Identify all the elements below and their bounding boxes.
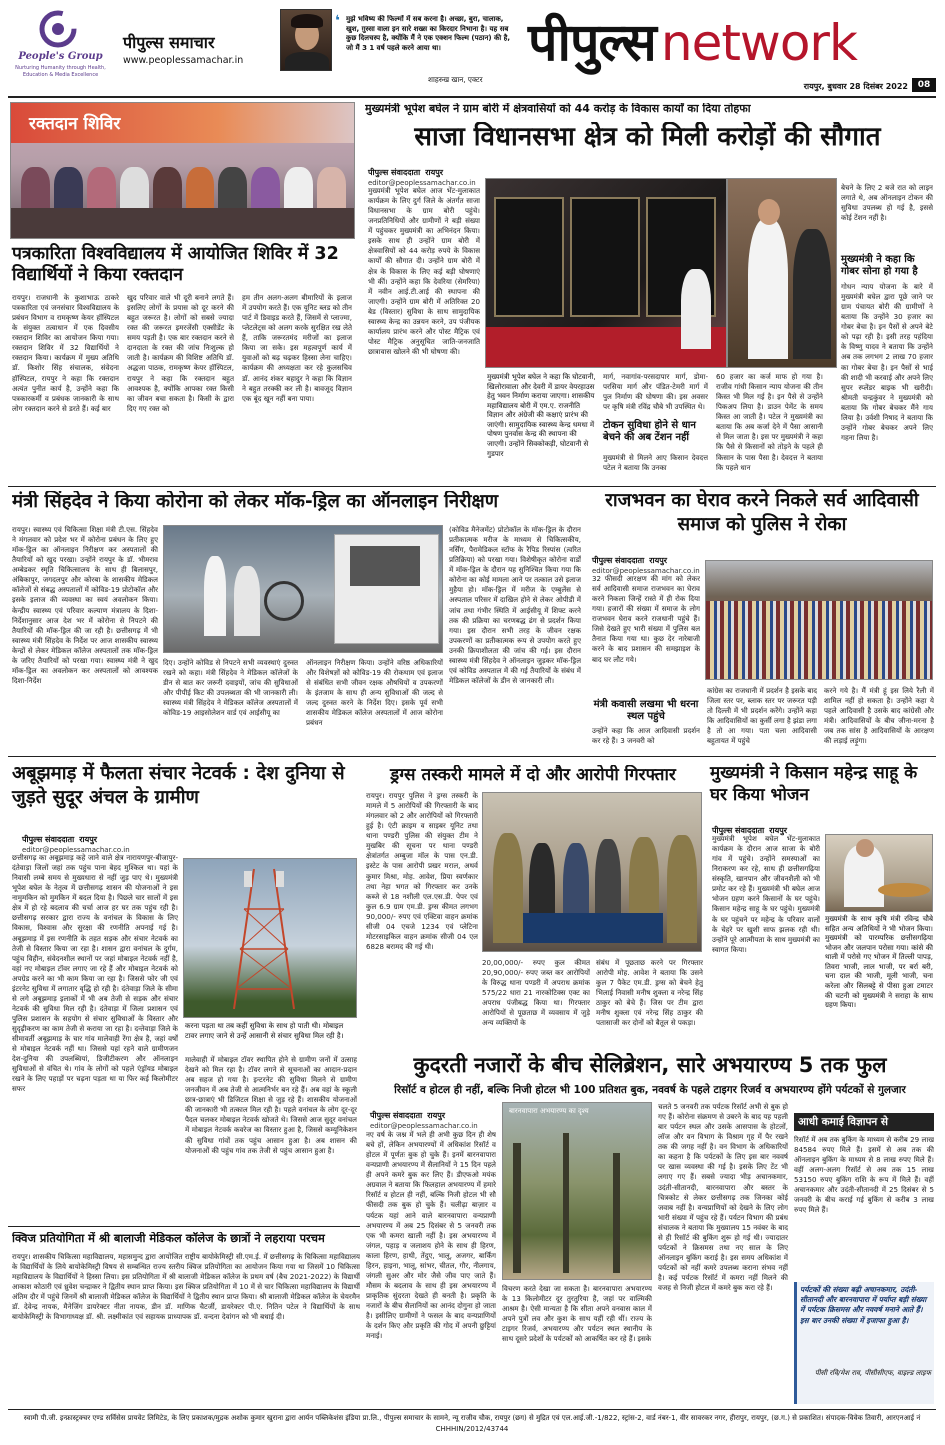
saja-col-5-top: बेचने के लिए 2 बजे रात को लाइन लगाते थे, अब ऑनलाइन टोकन की सुविधा उपलब्ध हो गई है, इससे कोई टेंशन नहीं है। <box>841 183 933 223</box>
drugs-col-3: संबंध में पूछताछ करने पर गिरफ्तार आरोपी मोह. आवेश ने बताया कि उसने कुल 7 पैकेट एम.डी. ड्रग्स को बेचने हेतु भिलाई निवासी मनीष शुक्ला व नरेन्द्र सिंह ठाकुर को बेचे हैं। जिस पर टीम द्वारा मनीष शुक्ला एवं नरेन्द्र सिंह ठाकुर की पतासाजी कर दोनों को बैतूल से पकड़ा। <box>596 958 703 1028</box>
saja-plaque-photo <box>485 178 727 368</box>
blood-camp-photo <box>10 102 355 239</box>
row1-rule <box>8 486 936 487</box>
quote-mark-icon: ❛ <box>335 13 340 29</box>
rajbhavan-photo <box>705 560 933 680</box>
cm-food-photo <box>825 834 933 912</box>
blood-col-2: खुद परिवार वाले भी दूरी बनाने लगते हैं। इसलिए लोगों के प्रयास को दूर करने की बहुत जरूरत है। लोगों को सबसे ज्यादा रक्त की जरूरत इमरजेंसी एक्सीडेंट के समय पड़ती है। एक बार रक्तदान करने से दानदाता के रक्त की जांच निःशुल्क हो जाती है। कार्यक्रम की विशिष्ट अतिथि डॉ. अद्धजा पाठक, रामकृष्ण केयर हॉस्पिटल, रायपुर ने कहा कि रक्तदान बहुत आवश्यक है, क्योंकि आपका रक्त किसी का जीवन बचा सकता है। किसी के द्वारा दिए गए रक्त को <box>127 293 234 413</box>
celebration-forest-photo <box>502 1102 652 1280</box>
paper-name-block <box>123 31 273 71</box>
celebration-quote-text: पर्यटकों की संख्या बढ़ी अचानकमार, उदंती-सीतानदी और बारनवापारा में पर्याप्त बड़ी संख्या में पर्यटक क्रिसमस और नववर्ष मनाने आते हैं। इस बार उनकी संख्या में इजाफा हुआ है। <box>800 1285 927 1325</box>
network-email[interactable]: editor@peoplessamachar.co.in <box>22 846 130 854</box>
drugs-headline: ड्रग्स तस्करी मामले में दो और आरोपी गिरफ्तार <box>390 765 676 785</box>
saja-col-5-bottom: गोधन न्याय योजना के बारे में मुख्यमंत्री बघेल द्वारा पूछे जाने पर ग्राम पंचायत बोरी की ग्रामीणों ने बताया कि उन्होंने 30 हजार का गोबर बेचा है। इन पैसों से अपने बेटे को पढ़ा रही है। इसी तरह पहंदिया के विष्णु यादव ने बताया कि उन्होंने अब तक लगभग 2 लाख 70 हजार का गोबर बेचा है। इन पैसों से भाई की शादी भी करवाई और अपने लिए सुपर स्प्लेंडर बाइक भी खरीदी। श्रीमती चन्द्रकुंवर ने मुख्यमंत्री को बताया कि गोबर बेचकर मैंने गाय लिया है। उर्वशी निषाद ने बताया कि उन्होंने गोबर बेचकर अपने लिए गहना लिया है। <box>841 282 933 442</box>
celebrity-name: शाहरुख खान, एक्टर <box>428 75 483 84</box>
paper-url[interactable]: www.peoplessamachar.in <box>123 55 244 66</box>
rajbhavan-col-1-bottom: उन्होंने कहा कि आज आदिवासी प्रदर्शन कर रहे हैं। 3 जनवरी को <box>592 726 700 746</box>
row2-rule <box>8 756 936 757</box>
footer-rule <box>8 1409 936 1410</box>
network-byline-name: पीपुल्स संवाददाता <box>22 835 75 844</box>
cm-food-byline-name: पीपुल्स संवाददाता <box>712 826 765 835</box>
celebration-col-1: नए वर्ष के जश्न में भले ही अभी कुछ दिन ही शेष बचे हों, लेकिन अभयारण्यों में अधिकांश रिसॉर्ट व होटल में पूर्णतः बुक हो चुके हैं। इनमें बारनवापारा वन्यप्राणी अभयारण्य में सैलानियों ने 15 दिन पहले ही अपने कमरे बुक कर लिए हैं। डीएफओ मयंक अग्रवाल ने बताया कि फिलहाल अभयारण्य में हमारे रिसॉर्ट व होटल ही नहीं, बल्कि निजी होटल भी सौ फीसदी तक बुक हो चुके हैं। चलीढ़ा बाज़ार व पर्यटक यहां आने वाले बारनवापारा वन्यप्राणी अभयारण्य में अब 25 दिसंबर से 5 जनवरी तक एक भी कमरा खाली नहीं है। इस अभयारण्य में जंगल, पहाड़ व जलाशय होने के साथ ही हिरण, काला हिरण, हाथी, तेंदुए, भालू, अजगर, बार्किंग हिरन, हाइना, भालू, सांभर, चीतल, गौर, नीलगाय, जंगली सुअर और मोर जैसे जीव पाए जाते हैं। मौसम के बदलाव के साथ ही इस अभयारण्य में प्राकृतिक सुंदरता देखते ही बनती है। प्रकृति के नजारों के बीच सैलानियों का आनंद दोगुना हो जाता है। इसीलिए ग्रामीणों ने फसल के बाद वन्यप्राणियों के दर्शन किए और प्रकृति की गोद में अपनी छुट्टियां मनाई। <box>366 1130 496 1341</box>
rajbhavan-headline: राजभवन का घेराव करने निकले सर्व आदिवासी समाज को पुलिस ने रोका <box>605 490 919 536</box>
brand-title <box>528 5 933 75</box>
masthead-rule <box>8 96 936 98</box>
drugs-police-photo <box>482 792 702 952</box>
brand-latin: network <box>660 14 857 72</box>
network-headline: अबूझमाड़ में फैलता संचार नेटवर्क : देश दुनिया से जुड़ते सुदूर अंचल के ग्रामीण <box>12 763 345 809</box>
brand-hindi: पीपुल्स <box>528 13 656 73</box>
quiz-rule <box>8 1226 360 1227</box>
drugs-col-2: 20,00,000/- रुपए कुल कीमत 20,90,000/- रुपए जब्त कर आरोपियों के विरुद्ध थाना पण्डरी में अपराध क्रमांक 575/22 धारा 21 नारकोटिक्स एक्ट का अपराध पंजीबद्ध किया था। गिरफ्तार आरोपियों से पूछताछ में व्यवसाय में जुड़े अन्य व्यक्तियों के <box>482 958 590 1028</box>
celebration-headline: कुदरती नजारों के बीच सेलिब्रेशन, सारे अभयारण्य 5 तक फुल <box>413 1053 887 1077</box>
blood-camp-banner: रक्तदान शिविर <box>29 114 121 134</box>
rajbhavan-email[interactable]: editor@peoplessamachar.co.in <box>592 567 700 575</box>
imprint-line: स्वामी पी.जी. इन्फ्रास्ट्रक्चर एण्ड सर्विसेस प्रायवेट लिमिटेड, के लिए प्रकाशक/मुद्रक अशोक कुमार खुराना द्वारा आर्यन पब्लिकेशंस इंडिया प्रा.लि., पीपुल्स समाचार के सामने, न्यू राजीव चौक, रायपुर (छग) से मुद्रित एवं एल.आई.जी.-1/822, स्ट्रांस-2, वार्ड नंबर-1, वीर सावरकर नगर, हीरापुर, रायपुर, (छ.ग.) से प्रकाशित। संपादक-विवेक तिवारी, आरएनआई नं CHHHIN/2012/43744 <box>23 1414 921 1433</box>
blood-col-1: रायपुर। राजधानी के कुशाभाऊ ठाकरे पत्रकारिता एवं जनसंचार विश्वविद्यालय के प्रबंधन विभाग व रामकृष्ण केयर हॉस्पिटल के संयुक्त तत्वाधान में एक दिवसीय रक्तदान शिविर का आयोजन किया गया। रक्तदान शिविर में 32 विद्यार्थियों ने रक्तदान किया। कार्यक्रम में मुख्य अतिथि डॉ. किशोर सिंह संचालक, संवेदना हॉस्पिटल, रायपुर ने कहा कि रक्तदान अत्यंत पुनीत कार्य है, उन्होंने कहा कि पत्रकारकर्मी व प्रबंधक जानकारी के साथ लोग रक्तदान करने से डरते हैं। कई बार <box>12 293 119 413</box>
saja-col-3-top: मार्ग, नवागांव-परसदापार मार्ग, डोमा-परसिया मार्ग और पंडित-टेमरी मार्ग में पुल निर्माण की घोषणा की। इस अवसर पर कृषि मंत्री रविंद्र चौबे भी उपस्थित थे। <box>603 372 708 412</box>
saja-byline-name: पीपुल्स संवाददाता <box>368 168 421 177</box>
cm-food-photo-caption: मुख्यमंत्री के साथ कृषि मंत्री रविन्द्र चौबे सहित अन्य अतिथियों ने भी भोजन किया। मुख्यमंत्री को पारम्परिक छत्तीसगढ़िया भोजन और जलपान परोसा गया। कांसे की थाली में परोसे गए भोजन में तिल्ली पापड़, तिवरा भाजी, लाल भाजी, पर बर्रा बरी, चना दाल की भाजी, मूली भाजी, चना करेला और सिलबट्टे से पीसा हुआ टमाटर की चटनी को मुख्यमंत्री ने सराहा के साथ ग्रहण किया। <box>825 914 933 1048</box>
masthead <box>8 5 938 93</box>
quiz-body: रायपुर। शासकीय चिकित्सा महाविद्यालय, महासमुन्द द्वारा आयोजित राष्ट्रीय बायोकेमिस्ट्री सी.एम.ई. में छत्तीसगढ़ के चिकित्सा महाविद्यालय के विद्यार्थियों के लिये बायोकेमिस्ट्री विषय से सम्बन्धित राज्य स्तरीय क्विज प्रतियोगिता का आयोजन किया गया था जिसमें 10 चिकित्सा महाविद्यालय के विद्यार्थियों ने हिस्सा लिया। इस प्रतियोगिता में श्री बालाजी मेडिकल कॉलेज के प्रथम वर्ष (बैच 2021-2022) के विद्यार्थी आकाश कोठारी एवं ध्रुवेश चन्द्राकर ने द्वितीय स्थान प्राप्त किया। इस क्विज प्रतियोगिता में 10 में से चार चिकित्सा महाविद्यालय के विद्यार्थी अंतिम दौर में पहुंचे जिनमें श्री बालाजी मेडिकल कॉलेज के विद्यार्थियों ने द्वितीय स्थान प्राप्त किया। श्री बालाजी मेडिकल कॉलेज के चेयरमैन डॉ. देवेन्द्र नायक, मैनेजिंग डायरेक्टर नीता नायक, डीन डॉ. माणिक चैटर्जी, डायरेक्टर पी.ए. नितिन पटेल ने विद्यार्थियों के साथ बायोकेमिस्ट्री के विभागाध्यक्ष डॉ. श्री. लक्ष्मीकांत एवं सहायक प्राध्यापक डॉ. वन्दना देवांगन को भी बधाई दी। <box>12 1252 360 1322</box>
celebration-email[interactable]: editor@peoplessamachar.co.in <box>370 1122 478 1130</box>
network-tower-photo <box>183 858 357 1018</box>
celebration-box <box>794 1113 934 1279</box>
mockdrill-headline: मंत्री सिंहदेव ने किया कोरोना को लेकर मॉक-ड्रिल का ऑनलाइन निरीक्षण <box>12 491 499 512</box>
quiz-headline: क्विज प्रतियोगिता में श्री बालाजी मेडिकल कॉलेज के छात्रों ने लहराया परचम <box>12 1232 325 1245</box>
mockdrill-col-2-bottom: दिए। उन्होंने कोविड से निपटने सभी व्यवस्थाएं दुरुस्त रखने को कहा। मंत्री सिंहदेव ने मेडिकल कॉलेजों के डीन से बात कर जरूरी दवाइयों, जांच की सुविधाओं और पीपीई किट की उपलब्धता की भी जानकारी ली। स्वास्थ्य मंत्री सिंहदेव ने मेडिकल कॉलेज अस्पतालों में कोविड-19 आइसोलेशन वार्ड एवं आईसीयू का <box>163 658 298 718</box>
rajbhavan-col-3-bottom: करने गये है। मैं मंत्री हूं इस लिये रैली में शामिल नहीं हो सकता है। उन्होंने कहा ये पहले आदिवासी है उसके बाद कांग्रेसी और मंत्री। आदिवासियों के बीच जीना-मरना है जब तक सांस है आदिवासियों के आरक्षण की लड़ाई लड़ूंगा। <box>824 686 934 746</box>
celebration-byline-city: रायपुर <box>427 1111 446 1120</box>
dateline: रायपुर, बुधवार 28 दिसंबर 2022 <box>803 82 908 91</box>
rajbhavan-byline-city: रायपुर <box>649 556 668 565</box>
celebration-byline <box>370 1103 520 1130</box>
celebration-quote-author: पीसी रवि/मेश राव, पीसीसीएफ, वाइल्ड लाइफ <box>814 1369 931 1377</box>
rajbhavan-col-2-bottom: कांग्रेस का राजधानी में प्रदर्शन है इसके बाद जिला स्तर पर, ब्लाक स्तर पर जरूरत पड़ी तो दिल्ली में भी प्रदर्शन करेंगे। उन्होंने कहा कि आदिवासियों का कुर्सी लगा है झंडा लगा है तो आ गया। पता चला आदिवासी बहुतायत में पहुंचे <box>707 686 817 746</box>
saja-kicker: मुख्यमंत्री भूपेश बघेल ने ग्राम बोरी में क्षेत्रवासियों को 44 करोड़ के विकास कार्यों का दिया तोहफा <box>365 103 751 115</box>
rajbhavan-byline-name: पीपुल्स संवाददाता <box>592 556 645 565</box>
blood-headline: पत्रकारिता विश्वविद्यालय में आयोजित शिविर में 32 विद्यार्थियों ने किया रक्तदान <box>12 244 339 285</box>
cm-food-byline-city: रायपुर <box>769 826 788 835</box>
saja-col-3-bottom: मुख्यमंत्री से मिलने आए किसान देवदत्त पटेल ने बताया कि उनका <box>603 453 708 473</box>
network-col-2-bottom: मालेवाही में मोबाइल टॉवर स्थापित होने से ग्रामीण जनों में उत्साह देखने को मिल रहा है। टॉवर लगने से सूचनाओं का आदान-प्रदान अब सहज हो गया है। इन्टरनेट की सुविधा मिलने से ग्रामीण जनजीवन में अब तेजी से आत्मनिर्भर बन रहे हैं। अब वहां के स्कूली छात्र-छात्राएं भी डिजिटल शिक्षा से जुड़ रहे हैं। शासकीय योजनाओं की जानकारी भी तत्काल मिल रही है। पहले वनांचल के लोग दूर-दूर पैदल चलकर मोबाइल नेटवर्क खोजते थे। जिससे आज सुदूर वनांचल में मोबाइल नेटवर्क कवरेज का विस्तार हुआ है, जिससे कम्यूनिकेशन की सुविधा गांवों तक पहुंच आसान हुआ है। अब शासन की योजनाओं की पहुंच गांव तक तेजी से पहुंच आसान हुआ है। <box>185 1055 357 1155</box>
tower-icon <box>184 859 357 1018</box>
celebration-byline-name: पीपुल्स संवाददाता <box>370 1111 423 1120</box>
paper-name: पीपुल्स समाचार <box>123 33 215 52</box>
celebrity-quote: मुझे भविष्य की फिल्मों में सब करना है। अच्छा, बुरा, चालाक, खुश, ग़ुस्सा वाला इन सारे शख्स का किरदार निभाना है। यह सब कुछ दिलचस्प है, क्योंकि मैं ने एक एक्शन फिल्म (पठान) की है, जो मैं 3 1 वर्ष पहले करने आया था। <box>346 15 510 52</box>
group-tagline: Nurturing Humanity through Health, Education & Media Excellence <box>15 65 106 78</box>
group-name: People's Group <box>18 51 103 62</box>
network-byline <box>22 827 172 854</box>
rajbhavan-sub: मंत्री कवासी लखमा भी धरना स्थल पहुंचे <box>593 699 699 722</box>
saja-byline <box>368 160 488 187</box>
network-photo-caption: करना पड़ता था तब कहीं सुविधा के साथ हो पाती थी। मोबाइल टावर लगाए जाने से उन्हें आसानी से संचार सुविधा मिल रही है। <box>185 1021 357 1053</box>
mockdrill-col-4: (कोविड मैनेजमेंट) प्रोटोकॉल के मॉक-ड्रिल के दौरान प्रतीकात्मक मरीज के माध्यम से चिकित्सकीय, नर्सिंग, पैरामेडिकल स्टॉफ के रैपिड रिस्पांस (त्वरित प्रतिक्रिया) को परखा गया। विशेषीकृत कोरोना वार्डों में मॉक-ड्रिल के दौरान यह सुनिश्चित किया गया कि कोरोना का कोई मामला आने पर तत्काल उसे इलाज मुहैया हो। मॉक-ड्रिल में मरीज के एम्बुलेंस से अस्पताल परिसर में दाखिल होने से लेकर ओपीडी में जांच तथा गंभीर स्थिति में आईसीयू में शिफ्ट करने तक की प्रक्रिया का चरणबद्ध ढंग से प्रदर्शन किया गया। इस दौरान सभी तरह के जीवन रक्षक उपकरणों का प्रतीकात्मक रूप से उपयोग करते हुए उनकी क्रियाशीलता की जांच की गई। इस दौरान स्वास्थ्य मंत्री सिंहदेव ने ऑनलाइन जुड़कर मॉक-ड्रिल एवं कोविड अस्पताल में की गई तैयारियों के संबंध में मेडिकल कॉलेजों के डीन से जानकारी ली। <box>449 525 581 685</box>
celebration-photo-label: बारनवापारा अभयारण्य का दृश्य <box>509 1107 589 1115</box>
saja-sub-1: टोकन सुविधा होने से धान बेचने की अब टेंशन नहीं <box>603 420 696 443</box>
saja-byline-city: रायपुर <box>425 168 444 177</box>
mockdrill-col-1: रायपुर। स्वास्थ्य एवं चिकित्सा शिक्षा मंत्री टी.एस. सिंहदेव ने मंगलवार को प्रदेश भर में कोरोना प्रबंधन के लिए हुए मॉक-ड्रिल का ऑनलाइन निरीक्षण कर अस्पतालों की तैयारियों को खुद परखा। उन्होंने रायपुर के डॉ. भीमराव अम्बेडकर स्मृति चिकित्सालय के साथ ही बिलासपुर, अंबिकापुर, जगदलपुर और कोरबा के शासकीय मेडिकल कॉलेजों से संबद्ध अस्पतालों में कोविड-19 प्रोटोकॉल और इसके इलाज की व्यवस्था का स्वयं अवलोकन किया। केन्द्रीय स्वास्थ्य एवं परिवार कल्याण मंत्रालय के दिशा-निर्देशानुसार आज देश भर में कोरोना से निपटने की तैयारियों की मॉक-ड्रिल की जा रही है। छत्तीसगढ़ में भी स्वास्थ्य मंत्री सिंहदेव के निर्देश पर आज शासकीय स्वास्थ्य केन्द्रों से लेकर मेडिकल कॉलेज अस्पतालों तक मॉक-ड्रिल के जरिए तैयारियों को परखा गया। स्वास्थ्य मंत्री ने खुद मॉक-ड्रिल का अवलोकन कर अस्पतालों को आवश्यक दिशा-निर्देश <box>12 525 158 685</box>
saja-sub-2: मुख्यमंत्री ने कहा कि गोबर सोना हो गया है <box>841 254 918 277</box>
saja-email[interactable]: editor@peoplessamachar.co.in <box>368 179 476 187</box>
celebration-subhead: रिसॉर्ट व होटल ही नहीं, बल्कि निजी होटल भी 100 प्रतिशत बुक, नववर्ष के पहले टाइगर रिजर्व व अभयारण्य होंगे पर्यटकों से गुलजार <box>394 1084 906 1096</box>
mockdrill-photo <box>163 525 443 653</box>
group-emblem-icon <box>38 9 78 49</box>
drugs-col-1: रायपुर। रायपुर पुलिस ने ड्रग्स तस्करी के मामले में 5 आरोपियों की गिरफ्तारी के बाद मंगलवार को 2 और आरोपियों को गिरफ्तारी हुई है। एंटी क्राइम व साइबर यूनिट तथा थाना पण्डरी पुलिस की संयुक्त टीम ने मुखबिर की सूचना पर थाना पण्डरी क्षेत्रांतर्गत अम्बुजा मॉल के पास एन.डी. इस्टेट के पास आरोपी प्रखर मराल, अथर्व कुमार मिश्रा, मोह. आवेश, प्रिया स्वर्णकार तथा नेहा भगत को गिरफ्तार कर उनके कब्जे से 18 नशीली एल.एस.डी. पेपर एवं कुल 6.9 ग्राम एम.डी. ड्रग्स कीमत लगभग 90,000/- रुपए एवं एक्टिवा वाहन क्रमांक सीजी 04 एचजे 1234 एवं प्लेटिना मोटरसाइकिल वाहन क्रमांक सीजी 04 एल 6828 बरामद की गई थी। <box>366 791 478 951</box>
mockdrill-col-3-bottom: ऑनलाइन निरीक्षण किया। उन्होंने वरिष्ठ अधिकारियों और विशेषज्ञों को कोविड-19 की रोकथाम एवं इलाज से संबंधित सभी जीवन रक्षक औषधियों व उपकरणों के इंतजाम के साथ ही अन्य सुविधाओं की जल्द से जल्द दुरुस्त करने के निर्देश दिए। इसके पूर्व सभी शासकीय मेडिकल कॉलेज अस्पतालों में आज कोरोना प्रबंधन <box>306 658 443 728</box>
cm-food-headline: मुख्यमंत्री ने किसान महेन्द्र साहू के घर किया भोजन <box>710 763 918 806</box>
saja-cm-photo <box>727 178 837 368</box>
celebrity-photo <box>280 9 332 71</box>
rajbhavan-col-1: 32 फीसदी आरक्षण की मांग को लेकर सर्व आदिवासी समाज राजभवन का घेराव करने निकला जिन्हें रास्ते में ही रोक दिया गया। हजारों की संख्या में समाज के लोग राजभवन घेराव करने राजधानी पहुंचे हैं। जिसे देखते हुए भारी संख्या में पुलिस बल तैनात किया गया था। कुछ देर नारेबाजी करने के बाद प्रशासन की समझाइश के बाद घर लौट गये। <box>592 574 700 664</box>
saja-col-1: मुख्यमंत्री भूपेश बघेल आज भेंट-मुलाकात कार्यक्रम के लिए दुर्ग जिले के अंतर्गत साजा विधानसभा के ग्राम बोरी पहुंचे। जनप्रतिनिधियों और ग्रामीणों ने बड़ी संख्या में पहुंचकर मुख्यमंत्री का अभिनंदन किया। इसके साथ ही उन्होंने ग्राम बोरी में क्षेत्रवासियों को 44 करोड़ रुपये के विकास कार्यों की सौगात दी। उन्होंने ग्राम बोरी में क्षेत्र के विकास के लिए कई बड़ी घोषणाएं भी कीं। उन्होंने कहा कि देवरिया (सेमरिया) में नवीन आई.टी.आई की स्थापना की जाएगी। उन्होंने ग्राम बोरी में अतिरिक्त 20 बेड (विस्तार) सुविधा के साथ सामुदायिक स्वास्थ्य केन्द्र का उन्नयन करने, उप पंजीयक कार्यालय प्रारंभ करने और पोस्ट मैट्रिक एवं पोस्ट मैट्रिक अनुसूचित जाति-जनजाति छात्रावास खोलने की भी घोषणा की। <box>368 186 480 356</box>
cm-food-col-1: मुख्यमंत्री भूपेश बघेल भेंट-मुलाकात कार्यक्रम के दौरान आज साजा के बोरी गांव में पहुंचे। उन्होंने समस्याओं का निराकरण कर रहे, साथ ही छत्तीसगढ़िया संस्कृति, खानपान और जीवनशैली को भी प्रमोट कर रहे हैं। मुख्यमंत्री भी बघेल आज भोजन ग्रहण करने किसानों के घर पहुंचे। किसान महेन्द्र साहू के घर पहुंचे। मुख्यमंत्री के घर पहुंचने पर महेन्द्र के परिवार वालों के चेहरे पर खुशी साफ झलक रही थी। उन्होंने पूरे आत्मीयता के साथ मुख्यमंत्री का स्वागत किया। <box>712 834 820 954</box>
celebration-quote-box <box>794 1282 934 1404</box>
saja-photo-caption: मुख्यमंत्री भूपेश बघेल ने कहा कि घोटवानी, खिलोरावाला और देवरी में डायर वेयरहाउस हेतु भवन निर्माण कराया जाएगा। शासकीय महाविद्यालय बोरी में एम.ए. राजनीति विज्ञान और अंग्रेजी की कक्षाएं प्रारंभ की जाएंगी। सामुदायिक स्वास्थ्य केन्द्र धमधा में पोषण पुनर्वास केन्द्र की स्थापना की जाएगी। उन्होंने सिवकोकड़ी, घोटवानी से गुडपार <box>487 372 597 482</box>
saja-col-4: 60 हजार का कर्ज माफ हो गया है। राजीव गांधी किसान न्याय योजना की तीन किस्त भी मिल गई है। इन पैसे से उन्होंने पिकअप लिया है। डाउन पेमेंट के समय किस्त आ जाती है। पटेल ने मुख्यमंत्री का बताया कि अब कर्जा देने में पैसा आसानी से मिल जाता है। इस पर मुख्यमंत्री ने कहा कि पैसे से किसानों को तोड़ने के पहले ही किसान के पास पैसा है। देवदत्त ने बताया कि पहले धान <box>716 372 823 472</box>
peoples-group-logo <box>8 7 113 87</box>
celebration-col-3: चलते 5 जनवरी तक पर्यटक रिसॉर्ट अभी से बुक हो गए हैं। कोरोना संक्रमण से उबरने के बाद यह पहली बार पर्यटन स्थल और उसके आसपास के होटलों, लॉज और वन विभाग के विश्राम गृह में पैर रखने तक की जगह नहीं है। वन विभाग के अधिकारियों का कहना है कि पर्यटकों के लिए इस बार नववर्ष पर खास व्यवस्था की गई है। इसके लिए टेंट भी लगाए गए हैं। सबसे ज्यादा भीड़ अचानकमार, उदंती-सीतानदी, बारनवापारा और बस्तर के चित्रकोट से लेकर छत्तीसगढ़ तक जिनका कोई जवाब नहीं है। वन्यप्राणियों को देखने के लिए लोग भारी संख्या में पहुंच रहे हैं। पर्यटन विभाग की प्रबंध संचालक ने बताया कि मुख्यालय 15 नवंबर के बाद से ही रिसॉर्ट की बुकिंग शुरू हो गई थी। ज्यादातर पर्यटकों ने क्रिसमस तथा नए साल के लिए ऑनलाइन बुकिंग कराई है। इस समय अधिकांश में पर्यटकों को नहीं कमरे उपलब्ध कराना संभव नहीं है। कई पर्यटक रिसॉर्ट में कमरा नहीं मिलने की वजह से निजी होटल में कमरे बुक करा रहे हैं। <box>658 1102 788 1293</box>
celebration-box-title: आधी कमाई विज्ञापन से <box>794 1113 934 1131</box>
page-number: 08 <box>912 78 936 92</box>
network-byline-city: रायपुर <box>79 835 98 844</box>
network-col-1: छत्तीसगढ़ का अबूझमाड़ कहे जाने वाले क्षेत्र नारायणपुर-बीजापुर-दंतेवाड़ा जिलों जहां तक पहुंच पाना बेहद मुश्किल था। यहां के निवासी लम्बे समय से मुख्यधारा से नहीं जुड़ पाए थे। मुख्यमंत्री भूपेश बघेल के नेतृत्व में छत्तीसगढ़ शासन की योजनाओं ने इस नामुमकिन को मुमकिन में बदल दिया है। पिछले चार सालों में इस क्षेत्र में हो रहे बदलाव की चर्चा आज हर घर तक पहुंच रही है। छत्तीसगढ़ सरकार द्वारा राज्य के वनांचल के विकास के लिए विकास, विश्वास और सुरक्षा की रणनीति अपनाई गई है। अबूझमाड़ में इस रणनीति के तहत सड़क और संचार नेटवर्क का तेजी से विस्तार किया जा रहा है। शासन द्वारा वनांचल के दुर्गम, पहुंच विहीन, संवेदनशील स्थानों पर जहां मोबाइल नेटवर्क नहीं है, वहां नए मोबाइल टॉवर लगाए जा रहे हैं और मोबाइल नेटवर्क को अपग्रेड करने का भी काम किया जा रहा है। जिससे फोर जी एवं इंटरनेट सुविधा में लगातार वृद्धि हो रही है। दंतेवाड़ा जिले के सीमा से लगे अबूझमाड़ इलाकों में भी अब तेजी से सड़क और संचार नेटवर्क की सुविधा मिल रही है। दंतेवाड़ा में जिला प्रशासन एवं पुलिस प्रशासन के सहयोग से संचार सुविधाओं के विस्तार और सुदृढ़ीकरण का काम तेजी से कराया जा रहा है। दन्तेवाड़ा जिले के सीमावर्ती अबूझमाड़ के चार गांव मालेवाही रेंगा क्षेत्र है, जहां वर्षों से मोबाइल नेटवर्क नहीं था। जिससे यहां रहने वाले ग्रामीणजन देश-दुनिया की उपलब्धियां, डिजीटीकरण और ऑनलाइन सुविधाओं से वंचित थे। गांव के लोगों को पहले एंड्रॉयड मोबाइल रखने के लिए पहाड़ों पर चढ़ना पड़ता था या फिर कई किलोमीटर सफर <box>12 853 178 1094</box>
celebration-photo-bottom: विचरण करते देखा जा सकता है। बारनवापारा अभयारण्य के 13 किलोमीटर दूर तुरतुरिया है, जहां पर वाल्मिकी आश्रम है। ऐसी मान्यता है कि सीता अपने वनवास काल में अपने पुत्रों लव और कुश के साथ यहीं रही थीं। राज्य के टाइगर रिजर्व, अभयारण्य और पर्यटन स्थल स्थानीय के साथ दूसरे प्रदेशों के पर्यटकों को आकर्षित कर रहे हैं। इसके <box>502 1284 652 1344</box>
celebration-box-text: रिसॉर्ट में अब तक बुकिंग के माध्यम से करीब 29 लाख 84584 रुपए मिले हैं। इसमें से अब तक की ऑनलाइन बुकिंग के माध्यम से 8 लाख रुपए मिले हैं। वहीं अलग-अलग रिसॉर्ट से अब तक 15 लाख 53150 रुपए बुकिंग राशि के रूप में मिले हैं। वहीं अचानकमार और उदंती-सीतानदी में 25 दिसंबर से 5 जनवरी के बीच कराई गई बुकिंग से करीब 3 लाख रुपए मिले हैं। <box>794 1135 934 1215</box>
saja-headline: साजा विधानसभा क्षेत्र को मिली करोड़ों की सौगात <box>414 122 881 152</box>
blood-col-3: हम तीन अलग-अलग बीमारियों के इलाज में उपयोग करते हैं। एक यूनिट ब्लड को तीन पार्ट में डिवाइड करते हैं, जिसमें से प्लाज्मा, प्लेटलेट्स को अलग करके सुरक्षित रख लेते हैं, ताकि जरूरतमंद मरीजों का इलाज किया जा सके। इस महत्वपूर्ण कार्य में युवाओं को बढ़ चढ़कर हिस्सा लेना चाहिए। कार्यक्रम की अध्यक्षता कर रहे कुलसचिव डॉ. आनंद शंकर बहादुर ने कहा कि विज्ञान ने बहुत तरक्की कर ली है। बावजूद विज्ञान एक बूंद खून नहीं बना पाया। <box>242 293 352 403</box>
